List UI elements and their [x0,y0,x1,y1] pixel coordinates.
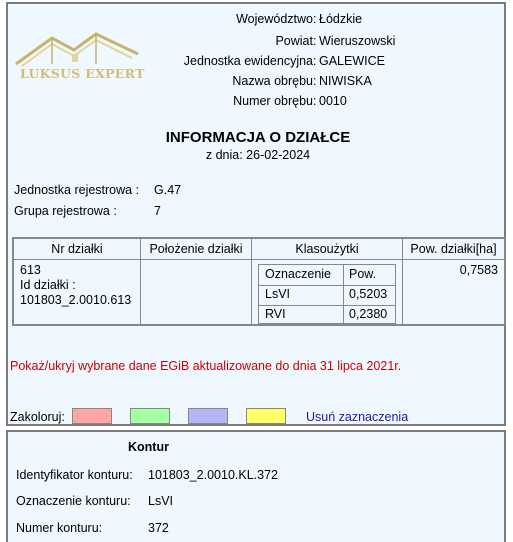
header-separator: : [313,54,317,68]
header-row-jednostka [8,52,508,70]
plot-id: 101803_2.0010.613 [20,293,132,307]
column-header-land-classes: Klasoużytki [252,239,402,260]
class-symbol: LsVI [265,287,291,301]
contour-id-value: 101803_2.0010.KL.372 [148,468,278,482]
header-separator: : [313,74,317,88]
header-label: Powiat [275,34,313,48]
page-title: INFORMACJA O DZIAŁCE [165,129,351,146]
header-row-powiat [8,32,508,50]
column-header-location: Położenie działki [141,239,251,260]
registration-unit-row [14,181,182,199]
header-value: Wieruszowski [319,34,396,48]
plot-number: 613 [20,263,41,277]
header-value: 0010 [319,94,347,108]
plot-info-panel [6,2,506,426]
header-row-nazwa-obrebu [8,72,508,90]
class-symbol: RVI [265,307,286,321]
contour-symbol-value: LsVI [148,494,174,508]
column-header-area: Pow. działki[ha] [403,239,504,260]
header-label: Województwo [236,12,313,26]
color-swatch-blue[interactable] [188,408,228,424]
class-area: 0,5203 [349,287,388,301]
header-value: Łódzkie [319,12,363,26]
class-symbol-header: Oznaczenie [265,267,332,281]
land-class-row [259,305,395,325]
header-separator: : [313,12,317,26]
contour-symbol-label: Oznaczenie konturu: [16,494,131,508]
contour-number-label: Numer konturu: [16,521,103,535]
contour-number-row [16,519,169,537]
registration-group-label: Grupa rejestrowa : [14,204,117,218]
header-row-numer-obrebu [8,92,508,110]
contour-title: Kontur [128,440,169,454]
plot-id-label: Id działki : [20,278,76,292]
clear-selection-link[interactable]: Usuń zaznaczenia [306,410,409,424]
contour-id-row [16,466,278,484]
contour-panel [6,430,506,542]
contour-number-value: 372 [148,521,169,535]
registration-unit-value: G.47 [154,183,182,197]
color-swatch-green[interactable] [130,408,170,424]
colorize-toolbar [10,407,409,427]
class-area: 0,2380 [349,307,388,321]
plot-number-cell [20,263,131,308]
registration-unit-label: Jednostka rejestrowa : [14,183,140,197]
colorize-label: Zakoloruj: [10,410,65,424]
logo-text: LUKSUS EXPERT [20,66,145,81]
report-date: z dnia: 26-02-2024 [205,148,311,162]
contour-symbol-row [16,492,174,510]
header-label: Jednostka ewidencyjna [183,54,313,68]
column-header-plot-number: Nr działki [14,239,140,260]
header-row-wojewodztwo [8,10,508,28]
color-swatch-red[interactable] [72,408,112,424]
registration-group-row [14,202,161,220]
contour-id-label: Identyfikator konturu: [16,468,133,482]
header-value: NIWISKA [319,74,372,88]
registration-group-value: 7 [154,204,161,218]
header-value: GALEWICE [319,54,385,68]
toggle-egib-data-link[interactable]: Pokaż/ukryj wybrane dane EGiB aktualizowane do dnia 31 lipca 2021r. [10,359,402,373]
header-label: Nazwa obrębu [232,74,313,88]
color-swatch-yellow[interactable] [246,408,286,424]
plot-area-value: 0,7583 [459,263,498,277]
header-label: Numer obrębu [233,94,313,108]
land-classes-table [258,264,396,324]
land-classes-header-row [259,265,395,286]
header-separator: : [313,94,317,108]
plot-table [12,237,506,326]
header-separator: : [313,34,317,48]
class-area-header: Pow. [349,267,377,281]
land-class-row [259,285,395,306]
